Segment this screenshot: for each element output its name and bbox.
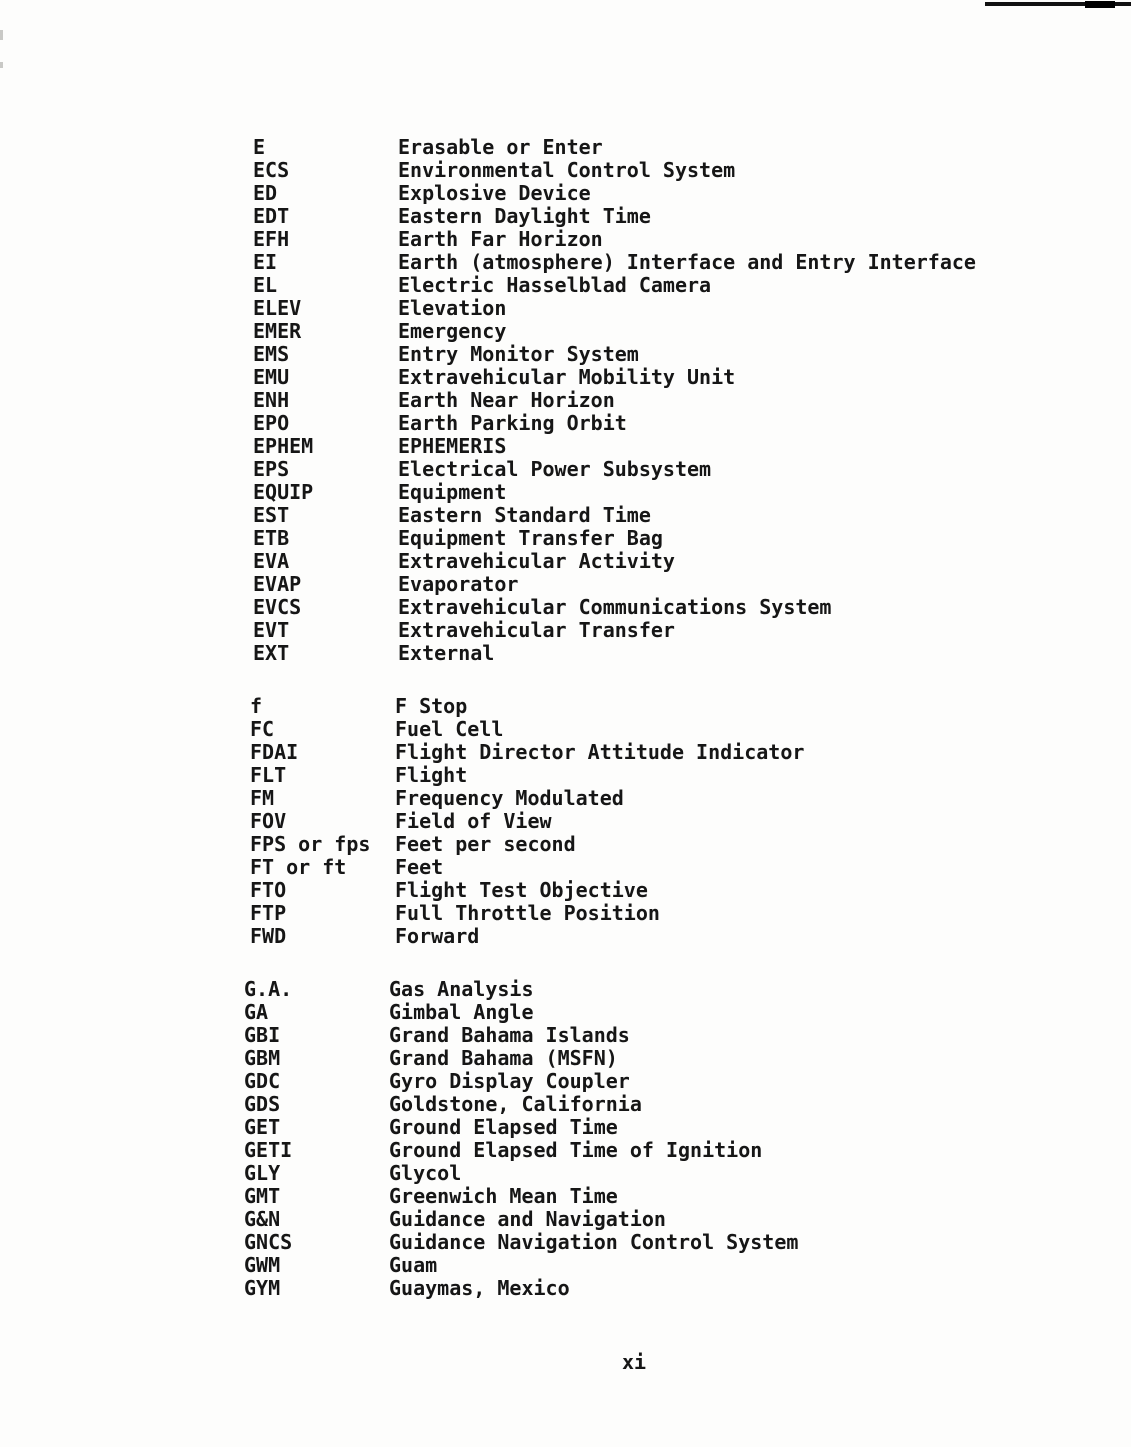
glossary-row [244, 1185, 976, 1208]
definition: Eastern Standard Time [398, 503, 651, 527]
glossary-row [253, 343, 976, 366]
abbreviation: EI [253, 250, 278, 274]
glossary-row [244, 1116, 976, 1139]
definition: Fuel Cell [395, 717, 504, 741]
glossary-row [244, 1024, 976, 1047]
glossary-row [253, 366, 976, 389]
abbreviation: GWM [244, 1253, 281, 1277]
scan-artifact-blob [1085, 1, 1115, 8]
definition: Glycol [389, 1161, 462, 1185]
glossary-row [253, 251, 976, 274]
abbreviation: EVAP [253, 572, 302, 596]
abbreviation: ECS [253, 158, 290, 182]
abbreviation: GBM [244, 1046, 281, 1070]
definition: Extravehicular Mobility Unit [398, 365, 736, 389]
abbreviation: FM [250, 786, 275, 810]
glossary-row [253, 274, 976, 297]
abbreviation: EXT [253, 641, 290, 665]
abbreviation: FLT [250, 763, 287, 787]
abbreviation: EPS [253, 457, 290, 481]
definition: Guidance and Navigation [389, 1207, 666, 1231]
glossary-row [253, 297, 976, 320]
glossary-row [250, 833, 976, 856]
glossary-row [250, 695, 976, 718]
abbreviation: GETI [244, 1138, 293, 1162]
glossary-row [244, 1093, 976, 1116]
definition: Forward [395, 924, 480, 948]
glossary-row [244, 1047, 976, 1070]
abbreviation: ENH [253, 388, 290, 412]
glossary-row [253, 320, 976, 343]
definition: Goldstone, California [389, 1092, 642, 1116]
abbreviation: EL [253, 273, 278, 297]
definition: Frequency Modulated [395, 786, 624, 810]
abbreviation: EPHEM [253, 434, 314, 458]
glossary-row [253, 182, 976, 205]
abbreviation: ELEV [253, 296, 302, 320]
definition: F Stop [395, 694, 468, 718]
abbreviation: FOV [250, 809, 287, 833]
definition: Ground Elapsed Time of Ignition [389, 1138, 763, 1162]
abbreviation: EPO [253, 411, 290, 435]
glossary-row [250, 787, 976, 810]
glossary-row [253, 136, 976, 159]
abbreviation: EMS [253, 342, 290, 366]
glossary-row [244, 978, 976, 1001]
definition: Gimbal Angle [389, 1000, 534, 1024]
definition: Greenwich Mean Time [389, 1184, 618, 1208]
page-number: xi [622, 1350, 647, 1374]
abbreviation: G&N [244, 1207, 281, 1231]
definition: Guidance Navigation Control System [389, 1230, 799, 1254]
abbreviation: GA [244, 1000, 269, 1024]
glossary-section-E [253, 136, 976, 665]
glossary-row [253, 458, 976, 481]
definition: EPHEMERIS [398, 434, 507, 458]
glossary-row [253, 619, 976, 642]
definition: Earth (atmosphere) Interface and Entry Interface [398, 250, 976, 274]
abbreviation: GDC [244, 1069, 281, 1093]
abbreviation: EVA [253, 549, 290, 573]
abbreviation: GET [244, 1115, 281, 1139]
glossary-section-F [250, 695, 976, 948]
definition: Electrical Power Subsystem [398, 457, 712, 481]
definition: Feet [395, 855, 444, 879]
abbreviation: GNCS [244, 1230, 293, 1254]
definition: Eastern Daylight Time [398, 204, 651, 228]
abbreviation: FPS or fps [250, 832, 371, 856]
abbreviation: FTO [250, 878, 287, 902]
definition: Extravehicular Transfer [398, 618, 675, 642]
definition: Erasable or Enter [398, 135, 603, 159]
abbreviation: EFH [253, 227, 290, 251]
definition: Earth Parking Orbit [398, 411, 627, 435]
definition: Extravehicular Communications System [398, 595, 832, 619]
abbreviation: EVCS [253, 595, 302, 619]
abbreviation: FT or ft [250, 855, 347, 879]
definition: Elevation [398, 296, 507, 320]
glossary-row [244, 1162, 976, 1185]
abbreviation: ETB [253, 526, 290, 550]
glossary-section-G [244, 978, 976, 1300]
abbreviation: FTP [250, 901, 287, 925]
abbreviation: FWD [250, 924, 287, 948]
definition: Equipment [398, 480, 507, 504]
definition: Feet per second [395, 832, 576, 856]
abbreviation: E [253, 135, 266, 159]
glossary-row [250, 764, 976, 787]
glossary-row [253, 435, 976, 458]
abbreviations-glossary [244, 136, 976, 1300]
glossary-row [253, 389, 976, 412]
glossary-row [244, 1139, 976, 1162]
definition: Gas Analysis [389, 977, 534, 1001]
definition: Equipment Transfer Bag [398, 526, 663, 550]
glossary-row [244, 1001, 976, 1024]
definition: Grand Bahama (MSFN) [389, 1046, 618, 1070]
glossary-row [244, 1254, 976, 1277]
abbreviation: GLY [244, 1161, 281, 1185]
definition: Guaymas, Mexico [389, 1276, 570, 1300]
definition: Field of View [395, 809, 552, 833]
glossary-row [250, 718, 976, 741]
definition: Entry Monitor System [398, 342, 639, 366]
definition: Flight [395, 763, 468, 787]
glossary-row [253, 412, 976, 435]
abbreviation: GBI [244, 1023, 281, 1047]
glossary-row [253, 642, 976, 665]
definition: Electric Hasselblad Camera [398, 273, 712, 297]
definition: Ground Elapsed Time [389, 1115, 618, 1139]
glossary-row [253, 504, 976, 527]
abbreviation: ED [253, 181, 278, 205]
glossary-row [253, 481, 976, 504]
definition: Gyro Display Coupler [389, 1069, 630, 1093]
scan-speck [0, 62, 3, 68]
scan-speck [0, 30, 3, 40]
glossary-row [250, 856, 976, 879]
definition: Flight Director Attitude Indicator [395, 740, 805, 764]
glossary-row [253, 228, 976, 251]
glossary-row [253, 596, 976, 619]
definition: External [398, 641, 495, 665]
glossary-row [244, 1231, 976, 1254]
abbreviation: EST [253, 503, 290, 527]
glossary-row [253, 573, 976, 596]
abbreviation: EQUIP [253, 480, 314, 504]
glossary-row [250, 810, 976, 833]
glossary-row [250, 741, 976, 764]
definition: Earth Near Horizon [398, 388, 615, 412]
abbreviation: GDS [244, 1092, 281, 1116]
abbreviation: FDAI [250, 740, 299, 764]
glossary-row [250, 902, 976, 925]
glossary-row [244, 1208, 976, 1231]
definition: Evaporator [398, 572, 519, 596]
abbreviation: GMT [244, 1184, 281, 1208]
glossary-row [250, 925, 976, 948]
abbreviation: f [250, 694, 263, 718]
scan-artifact-bar [985, 2, 1131, 6]
definition: Guam [389, 1253, 438, 1277]
abbreviation: EVT [253, 618, 290, 642]
definition: Grand Bahama Islands [389, 1023, 630, 1047]
abbreviation: FC [250, 717, 275, 741]
abbreviation: EMER [253, 319, 302, 343]
glossary-row [244, 1070, 976, 1093]
glossary-row [250, 879, 976, 902]
definition: Emergency [398, 319, 507, 343]
glossary-row [244, 1277, 976, 1300]
abbreviation: G.A. [244, 977, 293, 1001]
definition: Explosive Device [398, 181, 591, 205]
definition: Environmental Control System [398, 158, 736, 182]
definition: Flight Test Objective [395, 878, 648, 902]
definition: Earth Far Horizon [398, 227, 603, 251]
glossary-row [253, 205, 976, 228]
glossary-row [253, 159, 976, 182]
definition: Extravehicular Activity [398, 549, 675, 573]
glossary-row [253, 550, 976, 573]
glossary-row [253, 527, 976, 550]
abbreviation: GYM [244, 1276, 281, 1300]
definition: Full Throttle Position [395, 901, 660, 925]
abbreviation: EMU [253, 365, 290, 389]
abbreviation: EDT [253, 204, 290, 228]
